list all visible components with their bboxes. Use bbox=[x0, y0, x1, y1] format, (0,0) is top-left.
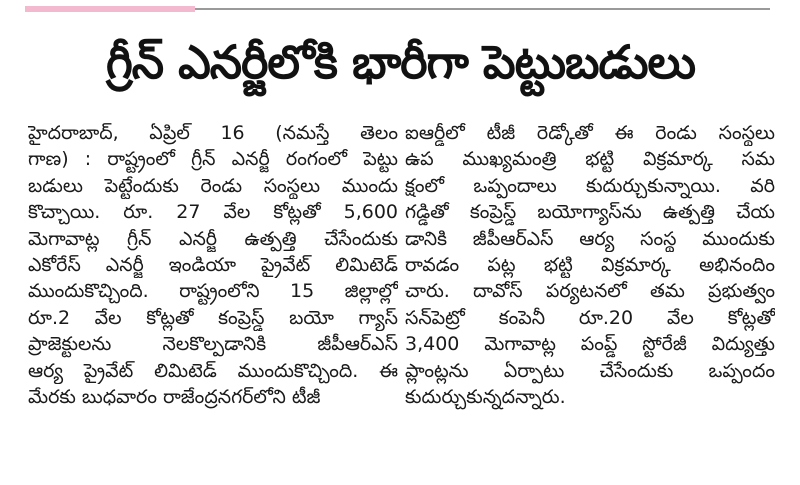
left-line-7: ముందుకొచ్చింది. రాష్ట్రంలోని 15 జిల్లాల్లో bbox=[28, 280, 398, 303]
left-line-1: హైదరాబాద్, ఏప్రిల్ 16 (నమస్తే తెలం bbox=[28, 122, 398, 144]
right-line-11: కుదుర్చుకున్నదన్నారు. bbox=[405, 385, 566, 408]
article-headline: గ్రీన్ ఎనర్జీలోకి భారీగా పెట్టుబడులు bbox=[105, 35, 696, 89]
left-line-6: ఎకోరేస్ ఎనర్జీ ఇండియా ప్రైవేట్ లిమిటెడ్ bbox=[28, 253, 398, 276]
right-line-3: క్షంలో ఒప్పందాలు కుదుర్చుకున్నాయి. వరి bbox=[405, 174, 775, 197]
right-line-10: ప్లాంట్లను ఏర్పాటు చేసేందుకు ఒప్పందం bbox=[405, 359, 775, 382]
right-line-9: 3,400 మెగావాట్ల పంప్డ్ స్టోరేజీ విద్యుత్తు bbox=[405, 333, 775, 356]
left-line-5: మెగావాట్ల గ్రీన్ ఎనర్జీ ఉత్పత్తి చేసేందుకు bbox=[28, 227, 398, 250]
left-line-4: కొచ్చాయి. రూ. 27 వేల కోట్లతో 5,600 bbox=[28, 201, 398, 224]
right-line-6: రావడం పట్ల భట్టి విక్రమార్క అభినందిం bbox=[405, 253, 775, 276]
left-line-9: ప్రాజెక్టులను నెలకొల్పడానికి జీపీఆర్ఎస్ bbox=[28, 333, 398, 356]
section-accent-bar bbox=[25, 6, 195, 12]
right-line-4: గడ్డితో కంప్రెస్డ్ బయోగ్యాస్‌ను ఉత్పత్తి చేయ bbox=[405, 201, 775, 224]
right-line-2: ఉప ముఖ్యమంత్రి భట్టి విక్రమార్క సమ bbox=[405, 148, 775, 171]
left-line-8: రూ.2 వేల కోట్లతో కంప్రెస్డ్ బయో గ్యాస్ bbox=[28, 306, 398, 329]
left-line-10: ఆర్య ప్రైవేట్ లిమిటెడ్ ముందుకొచ్చింది. ఈ bbox=[28, 359, 398, 382]
right-line-7: చారు. దావోస్ పర్యటనలో తమ ప్రభుత్వం bbox=[405, 280, 775, 303]
right-line-5: డానికి జీపీఆర్ఎస్ ఆర్య సంస్థ ముందుకు bbox=[405, 227, 775, 250]
left-line-3: బడులు పెట్టేందుకు రెండు సంస్థలు ముందు bbox=[28, 174, 398, 197]
left-line-2: గాణ) : రాష్ట్రంలో గ్రీన్ ఎనర్జీ రంగంలో పెట్టు bbox=[28, 148, 398, 171]
article-column-left bbox=[28, 120, 398, 480]
article-column-right bbox=[405, 120, 775, 480]
right-line-1: ఐఆర్డీలో టీజీ రెడ్కోతో ఈ రెండు సంస్థలు bbox=[405, 122, 775, 144]
right-line-8: సన్‌పెట్రో కంపెనీ రూ.20 వేల కోట్లతో bbox=[405, 306, 775, 329]
left-line-11: మేరకు బుధవారం రాజేంద్రనగర్‌లోని టీజీ bbox=[28, 385, 321, 408]
